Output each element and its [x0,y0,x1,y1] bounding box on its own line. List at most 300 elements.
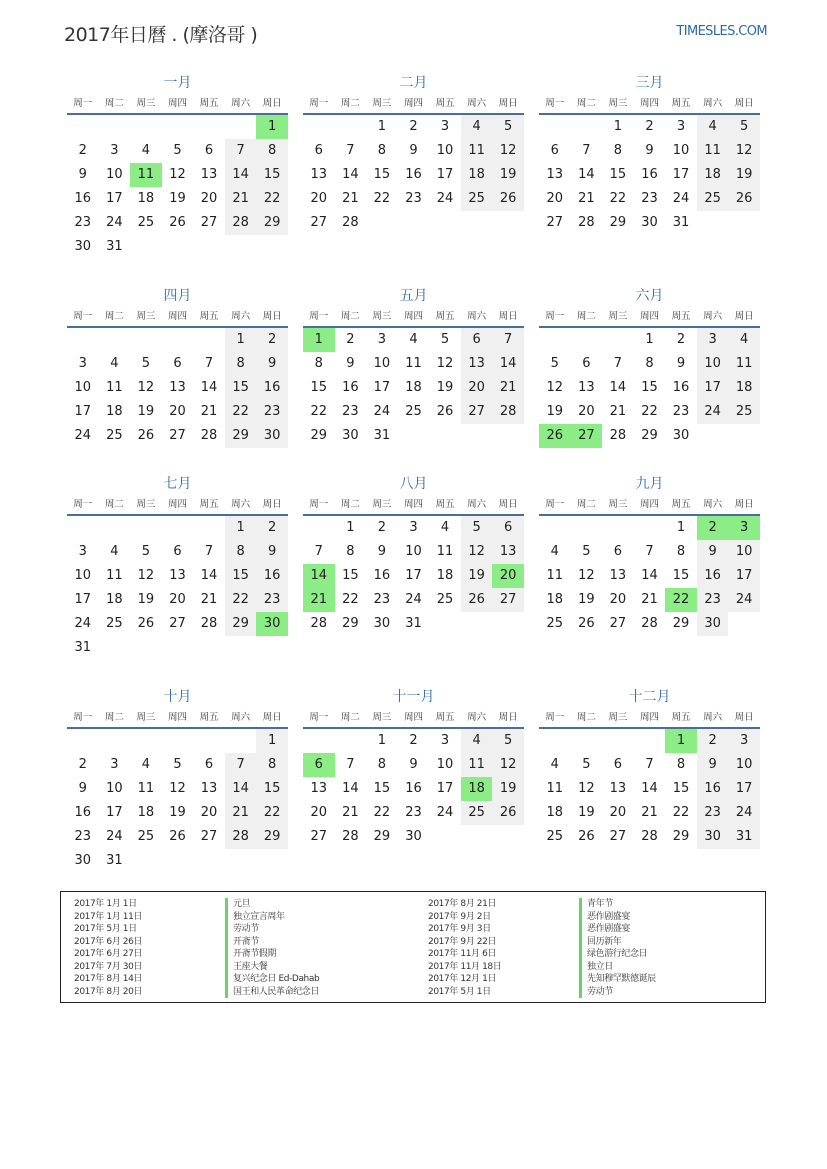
day-cell: 27 [310,215,328,230]
empty-cell [429,612,461,636]
empty-cell [130,115,162,139]
day-cell: 19 [137,404,155,419]
weekday-label: 周六 [231,499,251,510]
month-block [539,473,760,636]
day-cell: 9 [78,167,87,182]
holiday-dates-col-2 [428,898,501,998]
weekday-label: 周五 [435,499,455,510]
day-cell: 21 [641,805,658,820]
day-cell: 27 [609,616,627,631]
day-cell: 7 [613,356,623,371]
day-cell: 6 [314,143,323,158]
weekday-label: 周三 [608,712,628,723]
day-cell: 25 [728,400,760,424]
day-cell: 9 [676,356,686,371]
holiday-name: 劳动节 [225,923,319,936]
month-block [539,686,760,849]
empty-cell [67,328,99,352]
day-cell: 24 [405,592,422,607]
day-cell: 11 [137,781,155,796]
weekday-header [539,708,760,729]
weekday-label: 周日 [498,311,518,322]
holiday-date: 2017年 9月 3日 [428,924,491,934]
month-title: 七月 [163,476,192,492]
day-cell: 13 [169,380,186,395]
month-title: 二月 [399,75,428,91]
day-cell: 15 [256,163,288,187]
empty-cell [193,636,225,660]
weekday-label: 周六 [467,311,487,322]
weekday-label: 周六 [231,98,251,109]
day-cell: 22 [225,588,257,612]
day-cell: 5 [582,757,591,772]
day-cell: 26 [169,215,186,230]
weekday-label: 周日 [498,98,518,109]
empty-cell [193,729,225,753]
day-cell: 20 [169,592,186,607]
day-cell: 3 [110,757,119,772]
day-cell: 7 [225,753,257,777]
day-cell: 23 [74,215,92,230]
month-block [303,473,524,636]
day-cell: 13 [310,781,328,796]
weekday-label: 周五 [671,499,691,510]
month-title: 三月 [635,75,664,91]
holiday-name: 回历新年 [579,936,656,949]
weekday-label: 周二 [340,712,360,723]
weekday-label: 周一 [73,712,93,723]
day-cell: 21 [225,801,257,825]
day-cell: 26 [436,404,454,419]
empty-cell [429,424,461,448]
day-cell: 19 [137,592,155,607]
day-cell: 10 [436,757,454,772]
weekday-label: 周日 [734,499,754,510]
holiday-day-cell: 1 [256,115,288,139]
holiday-name: 恶作剧盛宴 [579,923,656,936]
empty-cell [303,115,335,139]
day-cell: 13 [200,167,218,182]
weekday-label: 周日 [734,98,754,109]
weekday-label: 周日 [262,311,282,322]
month-title: 十二月 [628,689,671,705]
day-cell: 7 [492,328,524,352]
day-cell: 15 [256,777,288,801]
day-cell: 17 [436,167,454,182]
weekday-label: 周六 [703,712,723,723]
empty-cell [99,516,131,540]
holiday-name: 青年节 [579,898,656,911]
empty-cell [602,729,634,753]
day-cell: 29 [342,616,359,631]
month-block [303,285,524,448]
day-cell: 6 [173,544,182,559]
day-cell: 30 [697,825,729,849]
day-cell: 4 [461,729,493,753]
day-cell: 11 [728,352,760,376]
day-cell: 28 [310,616,328,631]
day-cell: 2 [78,143,87,158]
day-cell: 30 [342,428,359,443]
day-cell: 8 [613,143,623,158]
day-cell: 24 [106,215,123,230]
day-cell: 13 [169,568,186,583]
day-cell: 2 [645,119,654,134]
day-cell: 5 [728,115,760,139]
day-cell: 23 [256,588,288,612]
weekday-header [67,708,288,729]
day-cell: 31 [373,428,391,443]
empty-cell [193,328,225,352]
day-cell: 12 [578,568,595,583]
day-cell: 10 [728,540,760,564]
day-cell: 14 [225,777,257,801]
day-cell: 3 [440,733,450,748]
empty-cell [335,115,367,139]
day-cell: 8 [225,352,257,376]
day-cell: 4 [110,356,119,371]
day-cell: 18 [546,592,564,607]
day-cell: 10 [74,568,92,583]
day-cell: 16 [74,191,92,206]
holiday-date: 2017年 9月 22日 [428,936,497,947]
holiday-day-cell: 26 [539,424,571,448]
day-cell: 31 [672,215,690,230]
weekday-header [303,708,524,729]
day-grid [303,115,524,235]
weekday-label: 周二 [104,98,124,109]
day-cell: 14 [342,167,359,182]
day-grid [303,729,524,849]
weekday-label: 周二 [576,98,596,109]
day-cell: 23 [342,404,359,419]
empty-cell [398,424,430,448]
day-cell: 3 [440,119,450,134]
day-cell: 23 [697,801,729,825]
day-cell: 18 [546,805,564,820]
weekday-label: 周一 [545,98,565,109]
day-cell: 20 [609,592,627,607]
month-title: 四月 [163,288,192,304]
day-cell: 6 [582,356,591,371]
empty-cell [162,729,194,753]
month-title: 八月 [399,476,428,492]
empty-cell [366,211,398,235]
day-cell: 30 [74,239,92,254]
empty-cell [130,516,162,540]
day-cell: 7 [346,757,355,772]
day-cell: 9 [256,540,288,564]
day-cell: 21 [609,404,627,419]
day-cell: 22 [373,805,391,820]
day-cell: 28 [225,211,257,235]
day-cell: 18 [137,191,155,206]
day-cell: 13 [461,352,493,376]
day-cell: 3 [676,119,686,134]
day-cell: 18 [106,404,123,419]
day-cell: 16 [697,777,729,801]
weekday-label: 周六 [703,499,723,510]
day-cell: 24 [728,801,760,825]
month-block [67,285,288,448]
day-cell: 13 [200,781,218,796]
weekday-label: 周日 [734,712,754,723]
day-cell: 26 [137,616,155,631]
month-block [67,686,288,873]
day-cell: 2 [78,757,87,772]
holiday-day-cell: 18 [461,777,493,801]
day-cell: 19 [436,380,454,395]
empty-cell [193,516,225,540]
day-cell: 28 [641,616,658,631]
day-cell: 29 [641,428,658,443]
day-cell: 19 [578,805,595,820]
day-cell: 17 [672,167,690,182]
empty-cell [130,729,162,753]
holiday-date: 2017年 6月 27日 [74,949,143,959]
day-cell: 8 [676,757,686,772]
day-cell: 16 [256,564,288,588]
month-title: 十一月 [392,689,435,705]
day-cell: 7 [582,143,591,158]
day-grid [67,516,288,660]
holiday-date: 2017年 11月 18日 [428,961,502,972]
empty-cell [492,612,524,636]
day-grid [303,328,524,448]
day-cell: 12 [578,781,595,796]
day-cell: 11 [461,139,493,163]
day-cell: 19 [492,163,524,187]
day-cell: 4 [697,115,729,139]
holiday-date: 2017年 11月 6日 [428,949,497,959]
empty-cell [193,849,225,873]
day-cell: 15 [373,781,391,796]
day-cell: 2 [697,729,729,753]
day-cell: 7 [204,544,214,559]
day-cell: 11 [697,139,729,163]
day-cell: 11 [461,753,493,777]
day-cell: 17 [405,568,422,583]
day-cell: 4 [110,544,119,559]
day-cell: 14 [641,781,658,796]
day-cell: 9 [697,753,729,777]
day-cell: 30 [697,612,729,636]
day-cell: 14 [225,163,257,187]
weekday-label: 周六 [231,712,251,723]
day-grid [539,729,760,849]
day-cell: 23 [641,191,658,206]
day-cell: 19 [461,564,493,588]
day-cell: 12 [169,781,186,796]
day-cell: 5 [141,544,151,559]
day-cell: 21 [641,592,658,607]
empty-cell [67,516,99,540]
weekday-label: 周三 [608,311,628,322]
day-cell: 7 [204,356,214,371]
day-cell: 30 [641,215,658,230]
day-grid [67,729,288,873]
weekday-label: 周日 [734,311,754,322]
holiday-date: 2017年 9月 2日 [428,911,491,922]
day-cell: 3 [728,729,760,753]
holiday-name: 开斋节假期 [225,948,319,961]
empty-cell [162,516,194,540]
empty-cell [162,636,194,660]
day-cell: 7 [346,143,355,158]
empty-cell [492,211,524,235]
day-cell: 15 [225,564,257,588]
day-cell: 27 [609,829,627,844]
day-cell: 24 [728,588,760,612]
day-cell: 10 [106,167,123,182]
empty-cell [461,211,493,235]
empty-cell [225,636,257,660]
day-cell: 26 [578,616,595,631]
day-cell: 6 [461,328,493,352]
day-cell: 28 [609,428,627,443]
weekday-label: 周四 [167,712,187,723]
day-cell: 11 [106,380,123,395]
holiday-name: 王座大餐 [225,961,319,974]
empty-cell [697,211,729,235]
day-cell: 27 [310,829,328,844]
day-cell: 4 [550,757,559,772]
day-cell: 11 [106,568,123,583]
day-cell: 28 [578,215,595,230]
day-cell: 2 [377,520,387,535]
day-cell: 13 [310,167,328,182]
day-cell: 21 [492,376,524,400]
day-cell: 8 [377,757,387,772]
holiday-day-cell: 6 [303,753,335,777]
day-cell: 4 [461,115,493,139]
day-cell: 19 [169,191,186,206]
weekday-label: 周四 [167,499,187,510]
weekday-label: 周一 [545,311,565,322]
day-cell: 6 [550,143,559,158]
day-cell: 27 [169,428,186,443]
day-cell: 9 [645,143,654,158]
day-cell: 14 [641,568,658,583]
day-cell: 25 [106,428,123,443]
month-title: 十月 [163,689,192,705]
empty-cell [728,612,760,636]
day-cell: 22 [672,805,690,820]
weekday-label: 周四 [639,98,659,109]
empty-cell [571,516,603,540]
day-cell: 25 [546,616,564,631]
weekday-label: 周六 [703,98,723,109]
day-cell: 17 [74,404,92,419]
day-cell: 18 [405,380,422,395]
day-cell: 20 [310,805,328,820]
empty-cell [256,235,288,259]
day-cell: 29 [672,616,690,631]
day-cell: 29 [225,424,257,448]
day-cell: 29 [672,829,690,844]
day-cell: 27 [200,829,218,844]
day-cell: 14 [200,568,218,583]
day-cell: 5 [440,332,450,347]
day-cell: 17 [373,380,391,395]
day-cell: 11 [405,356,422,371]
weekday-label: 周五 [671,712,691,723]
empty-cell [99,115,131,139]
day-cell: 23 [405,191,422,206]
empty-cell [130,636,162,660]
day-cell: 9 [78,781,87,796]
weekday-label: 周一 [545,499,565,510]
day-cell: 27 [546,215,564,230]
day-cell: 6 [613,757,623,772]
holiday-day-cell: 2 [697,516,729,540]
empty-cell [728,424,760,448]
day-cell: 4 [141,143,151,158]
day-cell: 8 [314,356,323,371]
empty-cell [225,115,257,139]
weekday-label: 周六 [467,712,487,723]
holiday-day-cell: 30 [256,612,288,636]
empty-cell [634,516,666,540]
weekday-label: 周二 [104,311,124,322]
weekday-label: 周一 [73,311,93,322]
day-cell: 15 [373,167,391,182]
day-cell: 14 [609,380,627,395]
holiday-day-cell: 3 [728,516,760,540]
weekday-label: 周六 [467,98,487,109]
empty-cell [99,636,131,660]
empty-cell [539,328,571,352]
day-cell: 11 [436,544,454,559]
empty-cell [335,729,367,753]
day-cell: 20 [310,191,328,206]
day-cell: 20 [200,191,218,206]
weekday-label: 周五 [199,311,219,322]
day-cell: 9 [697,540,729,564]
day-cell: 17 [74,592,92,607]
day-cell: 19 [492,777,524,801]
empty-cell [571,115,603,139]
day-cell: 14 [578,167,595,182]
day-cell: 4 [728,328,760,352]
empty-cell [492,424,524,448]
weekday-label: 周一 [545,712,565,723]
empty-cell [429,825,461,849]
day-cell: 24 [74,428,92,443]
empty-cell [225,729,257,753]
weekday-label: 周四 [167,311,187,322]
day-cell: 26 [492,187,524,211]
day-cell: 13 [546,167,564,182]
day-cell: 25 [546,829,564,844]
weekday-label: 周二 [340,311,360,322]
empty-cell [602,328,634,352]
weekday-label: 周一 [309,712,329,723]
day-cell: 18 [137,805,155,820]
day-cell: 8 [256,753,288,777]
day-cell: 22 [256,187,288,211]
site-link[interactable]: TIMESLES.COM [676,24,767,39]
day-cell: 1 [225,328,257,352]
holiday-date: 2017年 1月 1日 [74,899,137,909]
day-cell: 17 [728,564,760,588]
empty-cell [461,612,493,636]
month-block [67,473,288,660]
day-cell: 28 [200,616,218,631]
day-cell: 18 [728,376,760,400]
day-grid [67,115,288,259]
weekday-label: 周三 [608,98,628,109]
